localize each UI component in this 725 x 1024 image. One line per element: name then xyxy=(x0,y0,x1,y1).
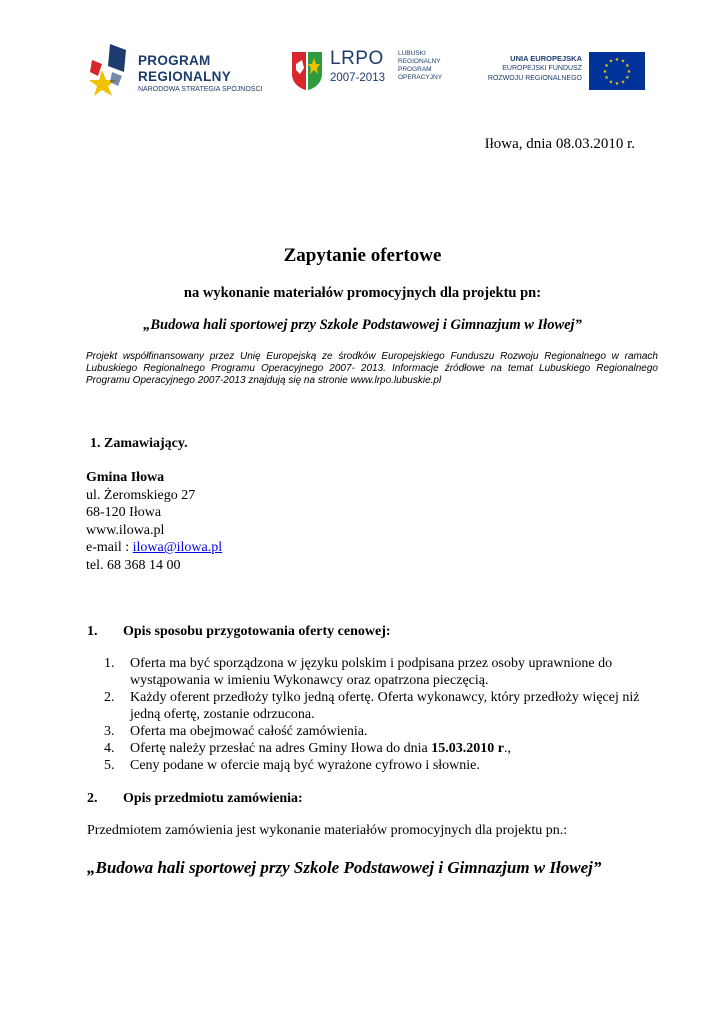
lrpo-side-line: REGIONALNY xyxy=(398,58,441,65)
eu-line1: UNIA EUROPEJSKA xyxy=(510,54,582,63)
svg-text:★: ★ xyxy=(625,63,630,69)
address-block xyxy=(86,469,222,574)
list-text: Oferta ma być sporządzona w języku polskim i podpisana przez osoby uprawnione do wystąpowania w imieniu Wykonawcy oraz opatrzona pieczęcią. xyxy=(130,656,613,688)
address-www: www.ilowa.pl xyxy=(86,522,165,538)
coat-of-arms-icon xyxy=(290,50,324,92)
list-item xyxy=(104,689,664,723)
section-number: 2. xyxy=(87,791,98,806)
svg-text:★: ★ xyxy=(608,58,614,65)
svg-text:★: ★ xyxy=(620,58,626,65)
project-name-repeat: „Budowa hali sportowej przy Szkole Podstawowej i Gimnazjum w Iłowej” xyxy=(87,858,602,877)
pr-line1: PROGRAM xyxy=(138,53,211,68)
list-text-end: ., xyxy=(503,741,511,756)
program-regionalny-logo xyxy=(88,42,268,100)
program-regionalny-title xyxy=(138,53,231,85)
list-text: Każdy oferent przedłoży tylko jedną ofertę. Oferta wykonawcy, który przedłoży więcej niż jedną ofertę, zostanie odrzucona. xyxy=(130,690,640,722)
date-line: Iłowa, dnia 08.03.2010 r. xyxy=(484,136,635,152)
address-name: Gmina Iłowa xyxy=(86,470,165,485)
lrpo-side-line: OPERACYJNY xyxy=(398,74,443,81)
section-offer-preparation-heading xyxy=(87,624,391,640)
list-number: 3. xyxy=(104,724,115,739)
list-text: Ceny podane w ofercie mają być wyrażone cyfrowo i słownie. xyxy=(130,758,480,773)
eu-line2: EUROPEJSKI FUNDUSZ xyxy=(502,65,582,72)
cofunding-note: Projekt współfinansowany przez Unię Europejską ze środków Europejskiego Funduszu Rozwoju Regionalnego w ramach Lubuskiego Regionalnego Programu Operacyjnego 2007- 2013. Informacje źródłowe na temat Lubuskiego Regionalnego Programu Operacyjnego 2007-2013 znajdują się na stronie www.lrpo.lubuskie.pl xyxy=(86,351,658,386)
list-number: 4. xyxy=(104,741,115,756)
svg-text:★: ★ xyxy=(625,75,630,81)
eu-line3: ROZWOJU REGIONALNEGO xyxy=(487,75,582,82)
svg-text:★: ★ xyxy=(620,79,626,86)
svg-text:★: ★ xyxy=(602,69,608,75)
list-text: Ofertę należy przesłać na adres Gminy Iłowa do dnia xyxy=(130,741,432,756)
svg-text:★: ★ xyxy=(604,63,609,69)
svg-text:★: ★ xyxy=(614,81,620,87)
list-number: 1. xyxy=(104,656,115,671)
subject-description: Przedmiotem zamówienia jest wykonanie materiałów promocyjnych dla projektu pn.: xyxy=(87,823,568,838)
list-item xyxy=(104,740,664,757)
list-item xyxy=(104,723,664,740)
section-ordering-party-heading: 1. Zamawiający. xyxy=(90,436,188,451)
address-phone: tel. 68 368 14 00 xyxy=(86,557,181,573)
lrpo-side-text xyxy=(398,50,448,82)
list-item xyxy=(104,757,664,774)
header-logos xyxy=(0,42,725,102)
star-logo-icon xyxy=(88,42,128,98)
address-email-line xyxy=(86,539,222,557)
svg-text:★: ★ xyxy=(608,79,614,86)
lrpo-side-line: PROGRAM xyxy=(398,66,432,73)
eu-logo xyxy=(470,52,645,92)
email-label: e-mail : xyxy=(86,540,133,555)
document-subtitle: na wykonanie materiałów promocyjnych dla projektu pn: xyxy=(183,285,542,301)
offer-requirements-list xyxy=(104,655,664,774)
lrpo-years: 2007-2013 xyxy=(330,72,385,84)
eu-flag-icon xyxy=(589,52,645,90)
list-number: 2. xyxy=(104,690,115,705)
svg-text:★: ★ xyxy=(626,69,632,75)
address-city: 68-120 Iłowa xyxy=(86,505,162,520)
section-number: 1. xyxy=(87,624,98,639)
list-item xyxy=(104,655,664,689)
pr-tagline: NARODOWA STRATEGIA SPÓJNOŚCI xyxy=(138,86,263,93)
section-title: Opis przedmiotu zamówienia: xyxy=(123,791,303,806)
list-number: 5. xyxy=(104,758,115,773)
eu-text xyxy=(488,54,582,84)
pr-line2: REGIONALNY xyxy=(138,69,232,84)
lrpo-logo xyxy=(290,48,450,98)
svg-text:★: ★ xyxy=(614,57,620,63)
deadline-date: 15.03.2010 r xyxy=(431,741,504,756)
lrpo-title: LRPO xyxy=(330,48,384,69)
lrpo-side-line: LUBUSKI xyxy=(398,50,426,57)
address-street: ul. Żeromskiego 27 xyxy=(86,487,196,503)
email-link[interactable]: ilowa@ilowa.pl xyxy=(132,540,223,555)
section-title: Opis sposobu przygotowania oferty cenowej: xyxy=(123,624,391,639)
section-subject-heading xyxy=(87,791,303,807)
project-name: „Budowa hali sportowej przy Szkole Podstawowej i Gimnazjum w Iłowej” xyxy=(143,317,582,333)
list-text: Oferta ma obejmować całość zamówienia. xyxy=(130,724,368,739)
document-title: Zapytanie ofertowe xyxy=(283,245,442,266)
svg-text:★: ★ xyxy=(604,75,609,81)
